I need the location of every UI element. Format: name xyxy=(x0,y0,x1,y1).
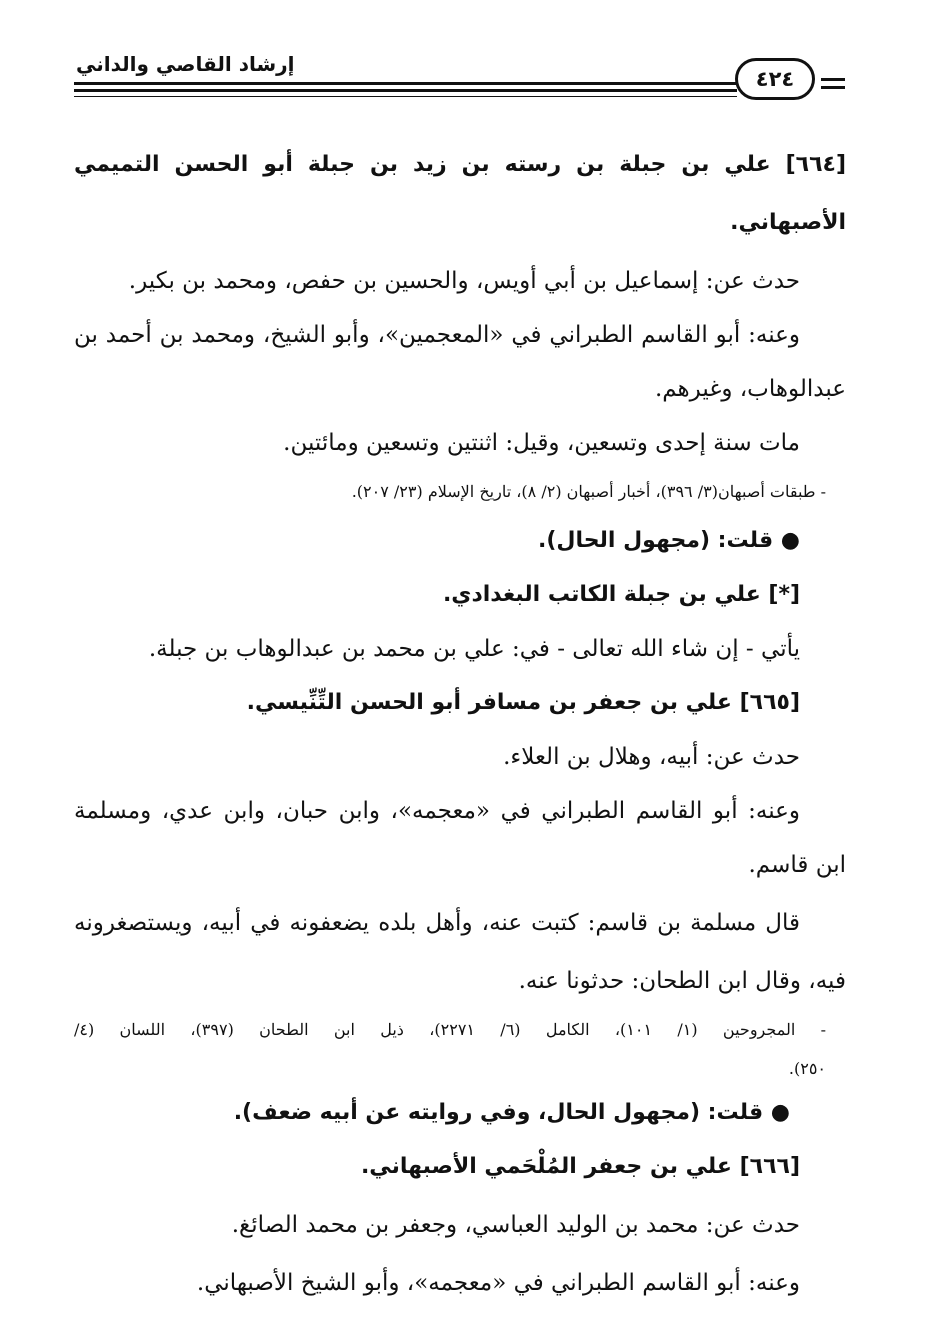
narrators-line: وعنه: أبو القاسم الطبراني في «المعجمين»، وأبو الشيخ، ومحمد بن أحمد بن xyxy=(74,322,800,348)
entry-title: [٦٦٦] علي بن جعفر المُلْحَمي الأصبهاني. xyxy=(360,1154,800,1179)
narrators-line: وعنه: أبو القاسم الطبراني في «معجمه»، وابن حبان، وابن عدي، ومسلمة xyxy=(74,798,800,824)
narrated-from-line: حدث عن: إسماعيل بن أبي أويس، والحسين بن حفص، ومحمد بن بكير. xyxy=(128,268,800,294)
header-rule-bottom xyxy=(74,96,737,97)
death-line: مات سنة إحدى وتسعين، وقيل: اثنتين وتسعين ومائتين. xyxy=(283,430,800,456)
header-rule-middle xyxy=(74,89,737,92)
narrated-from-line: حدث عن: أبيه، وهلال بن العلاء. xyxy=(503,744,800,770)
book-title: إرشاد القاصي والداني xyxy=(76,52,295,76)
entry-title-continuation: الأصبهاني. xyxy=(730,210,846,235)
entry-title: [٦٦٥] علي بن جعفر بن مسافر أبو الحسن التِّنِّيسي. xyxy=(246,690,800,715)
narrators-line: وعنه: أبو القاسم الطبراني في «معجمه»، وأبو الشيخ الأصبهاني. xyxy=(196,1270,800,1296)
quote-line: قال مسلمة بن قاسم: كتبت عنه، وأهل بلده يضعفونه في أبيه، ويستصغرونه xyxy=(74,910,800,936)
narrated-from-line: حدث عن: محمد بن الوليد العباسي، وجعفر بن محمد الصائغ. xyxy=(231,1212,800,1238)
verdict-line: ● قلت: (مجهول الحال). xyxy=(537,528,800,553)
sources-footnote-continuation: ٢٥٠). xyxy=(788,1059,826,1078)
narrators-line-continuation: ابن قاسم. xyxy=(748,852,846,878)
sources-footnote: - المجروحين (١/ ١٠١)، الكامل (٦/ ٢٢٧١)، ذيل ابن الطحان (٣٩٧)، اللسان (٤/ xyxy=(74,1020,826,1039)
page-number: ٤٢٤ xyxy=(735,58,815,100)
cross-reference-line: يأتي - إن شاء الله تعالى - في: علي بن محمد بن عبدالوهاب بن جبلة. xyxy=(148,636,800,662)
quote-line-continuation: فيه، وقال ابن الطحان: حدثونا عنه. xyxy=(518,968,846,994)
page-number-dash xyxy=(821,86,845,89)
narrators-line-continuation: عبدالوهاب، وغيرهم. xyxy=(654,376,846,402)
entry-title: [٦٦٤] علي بن جبلة بن رسته بن زيد بن جبلة أبو الحسن التميمي xyxy=(74,152,846,177)
header-rule-top xyxy=(74,82,737,85)
page-number-dash xyxy=(821,78,845,81)
sources-footnote: - طبقات أصبهان(٣/ ٣٩٦)، أخبار أصبهان (٢/ ٨)، تاريخ الإسلام (٢٣/ ٢٠٧). xyxy=(351,482,826,501)
page-body xyxy=(74,138,846,1310)
entry-title: [*] علي بن جبلة الكاتب البغدادي. xyxy=(442,582,800,607)
verdict-line: ● قلت: (مجهول الحال، وفي روايته عن أبيه ضعف). xyxy=(233,1100,790,1125)
